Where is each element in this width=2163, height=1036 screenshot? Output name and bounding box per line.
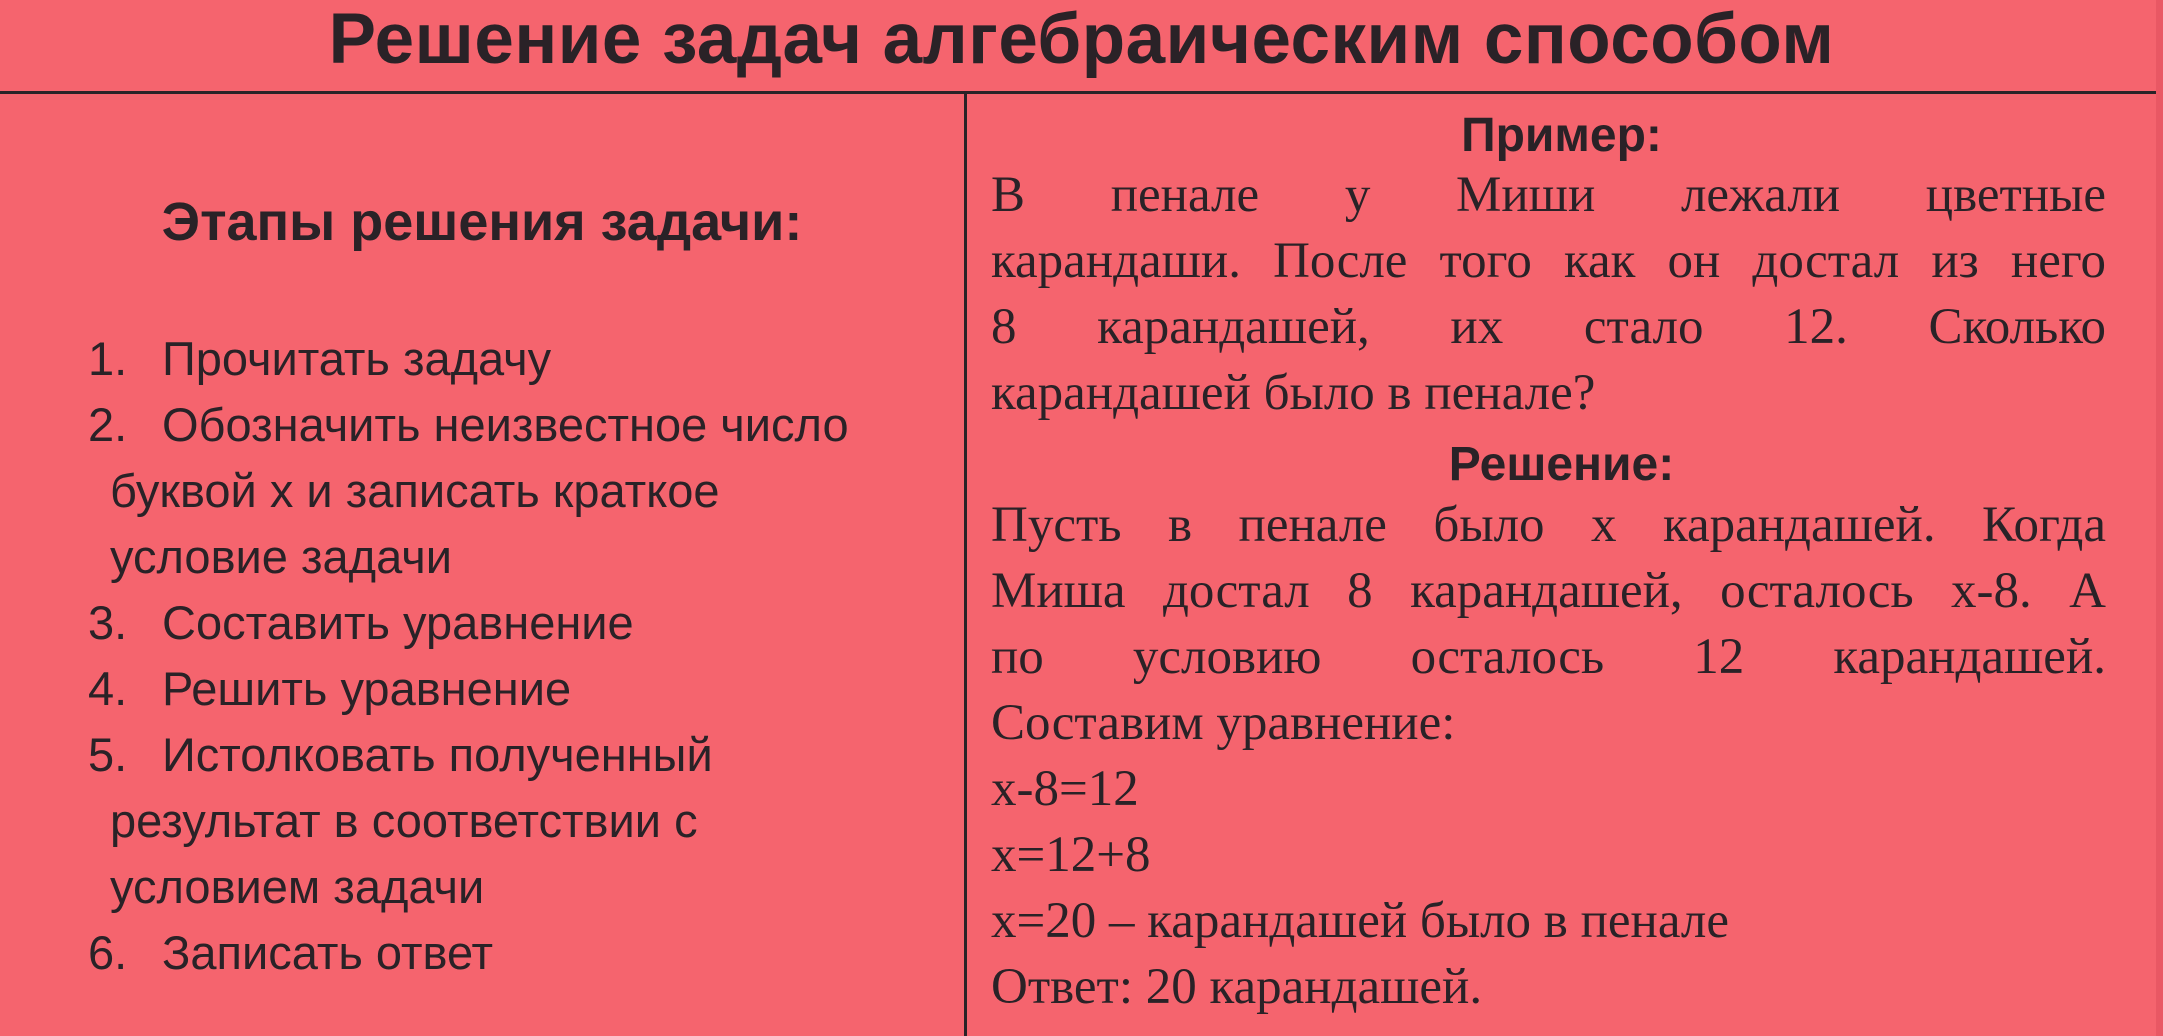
text-line: по условию осталось 12 карандашей. (991, 629, 2106, 685)
step-number: 2. (88, 398, 128, 451)
solution-text (991, 492, 2106, 756)
step-number: 6. (88, 926, 128, 979)
step-item (88, 590, 948, 656)
example-panel (967, 94, 2156, 1036)
text-line: В пенале у Миши лежали цветные (991, 167, 2106, 223)
steps-list (88, 326, 948, 986)
equation-line: х-8=12 (991, 761, 1139, 817)
steps-heading: Этапы решения задачи: (161, 192, 803, 252)
text-line: карандаши. После того как он достал из него (991, 233, 2106, 289)
step-text: Записать ответ (162, 926, 494, 979)
text-line: Пусть в пенале было х карандашей. Когда (991, 497, 2106, 553)
sheet-edge (2156, 0, 2163, 1036)
page-title: Решение задач алгебраическим способом (328, 0, 1835, 79)
step-text: результат в соответствии с (110, 794, 698, 847)
step-number: 4. (88, 662, 128, 715)
step-text: Прочитать задачу (162, 332, 552, 385)
steps-panel (0, 94, 964, 1036)
example-problem-text (991, 162, 2106, 426)
step-text: Истолковать полученный (162, 728, 713, 781)
title-bar (0, 0, 2163, 94)
equations-block (991, 756, 2106, 1020)
step-item (88, 392, 948, 590)
step-number: 5. (88, 728, 128, 781)
step-text: Составить уравнение (162, 596, 634, 649)
example-heading: Пример: (1461, 109, 1662, 162)
answer-line: Ответ: 20 карандашей. (991, 959, 1483, 1015)
text-line: 8 карандашей, их стало 12. Сколько (991, 299, 2106, 355)
text-line: Миша достал 8 карандашей, осталось х-8. А (991, 563, 2106, 619)
step-number: 1. (88, 332, 128, 385)
step-text: Решить уравнение (162, 662, 572, 715)
step-number: 3. (88, 596, 128, 649)
solution-heading: Решение: (1448, 438, 1675, 491)
text-line: карандашей было в пенале? (991, 365, 1596, 421)
equation-line: х=12+8 (991, 827, 1151, 883)
step-item (88, 656, 948, 722)
step-item (88, 920, 948, 986)
step-text: буквой х и записать краткое (110, 464, 720, 517)
step-item (88, 326, 948, 392)
step-text: условием задачи (110, 860, 485, 913)
step-text: Обозначить неизвестное число (162, 398, 849, 451)
equation-line: х=20 – карандашей было в пенале (991, 893, 1730, 949)
text-line: Составим уравнение: (991, 695, 1456, 751)
step-text: условие задачи (110, 530, 452, 583)
step-item (88, 722, 948, 920)
